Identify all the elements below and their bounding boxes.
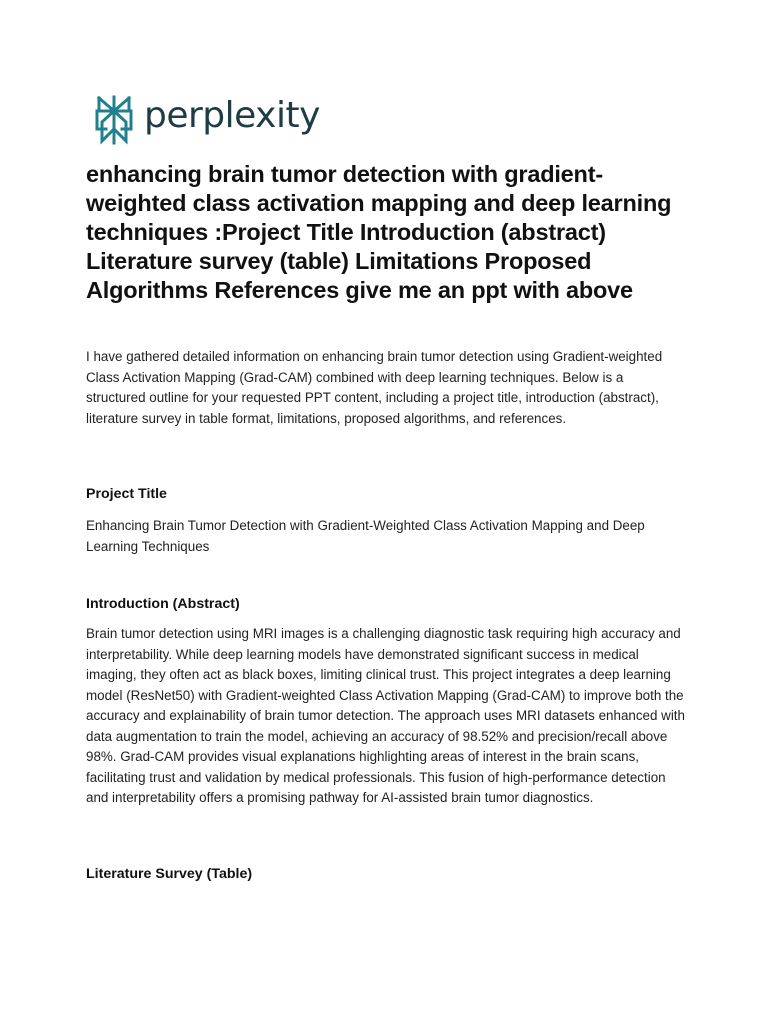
- brand-name: perplexity: [144, 95, 320, 136]
- brand-logo: [94, 95, 320, 145]
- answer-intro: I have gathered detailed information on enhancing brain tumor detection using Gradient-weighted Class Activation Mapping (Grad-CAM) combined with deep learning techniques. Below is a structured outline for your requested PPT content, including a project title, introduction (abstract), literature survey in table format, limitations, proposed algorithms, and references.: [86, 349, 663, 426]
- query-heading: enhancing brain tumor detection with gradient-weighted class activation mapping and deep learning techniques :Project Title Introduction (abstract) Literature survey (table) Limitations Proposed Algorithms References give me an ppt with above: [86, 161, 672, 303]
- section-heading-project-title: Project Title: [86, 486, 167, 502]
- section-heading-literature-survey: Literature Survey (Table): [86, 866, 253, 882]
- section-body-project-title: Enhancing Brain Tumor Detection with Gradient-Weighted Class Activation Mapping and Deep Learning Techniques: [86, 518, 645, 554]
- section-heading-introduction: Introduction (Abstract): [86, 596, 240, 612]
- section-body-introduction: Brain tumor detection using MRI images is a challenging diagnostic task requiring high accuracy and interpretability. While deep learning models have demonstrated significant success in medical imaging, they often act as black boxes, limiting clinical trust. This project integrates a deep learning model (ResNet50) with Gradient-weighted Class Activation Mapping (Grad-CAM) to improve both the accuracy and explainability of brain tumor detection. The approach uses MRI datasets enhanced with data augmentation to train the model, achieving an accuracy of 98.52% and precision/recall above 98%. Grad-CAM provides visual explanations highlighting areas of interest in the brain scans, facilitating trust and validation by medical professionals. This fusion of high-performance detection and interpretability offers a promising pathway for AI-assisted brain tumor diagnostics.: [86, 626, 685, 805]
- perplexity-logo-icon: [94, 95, 134, 145]
